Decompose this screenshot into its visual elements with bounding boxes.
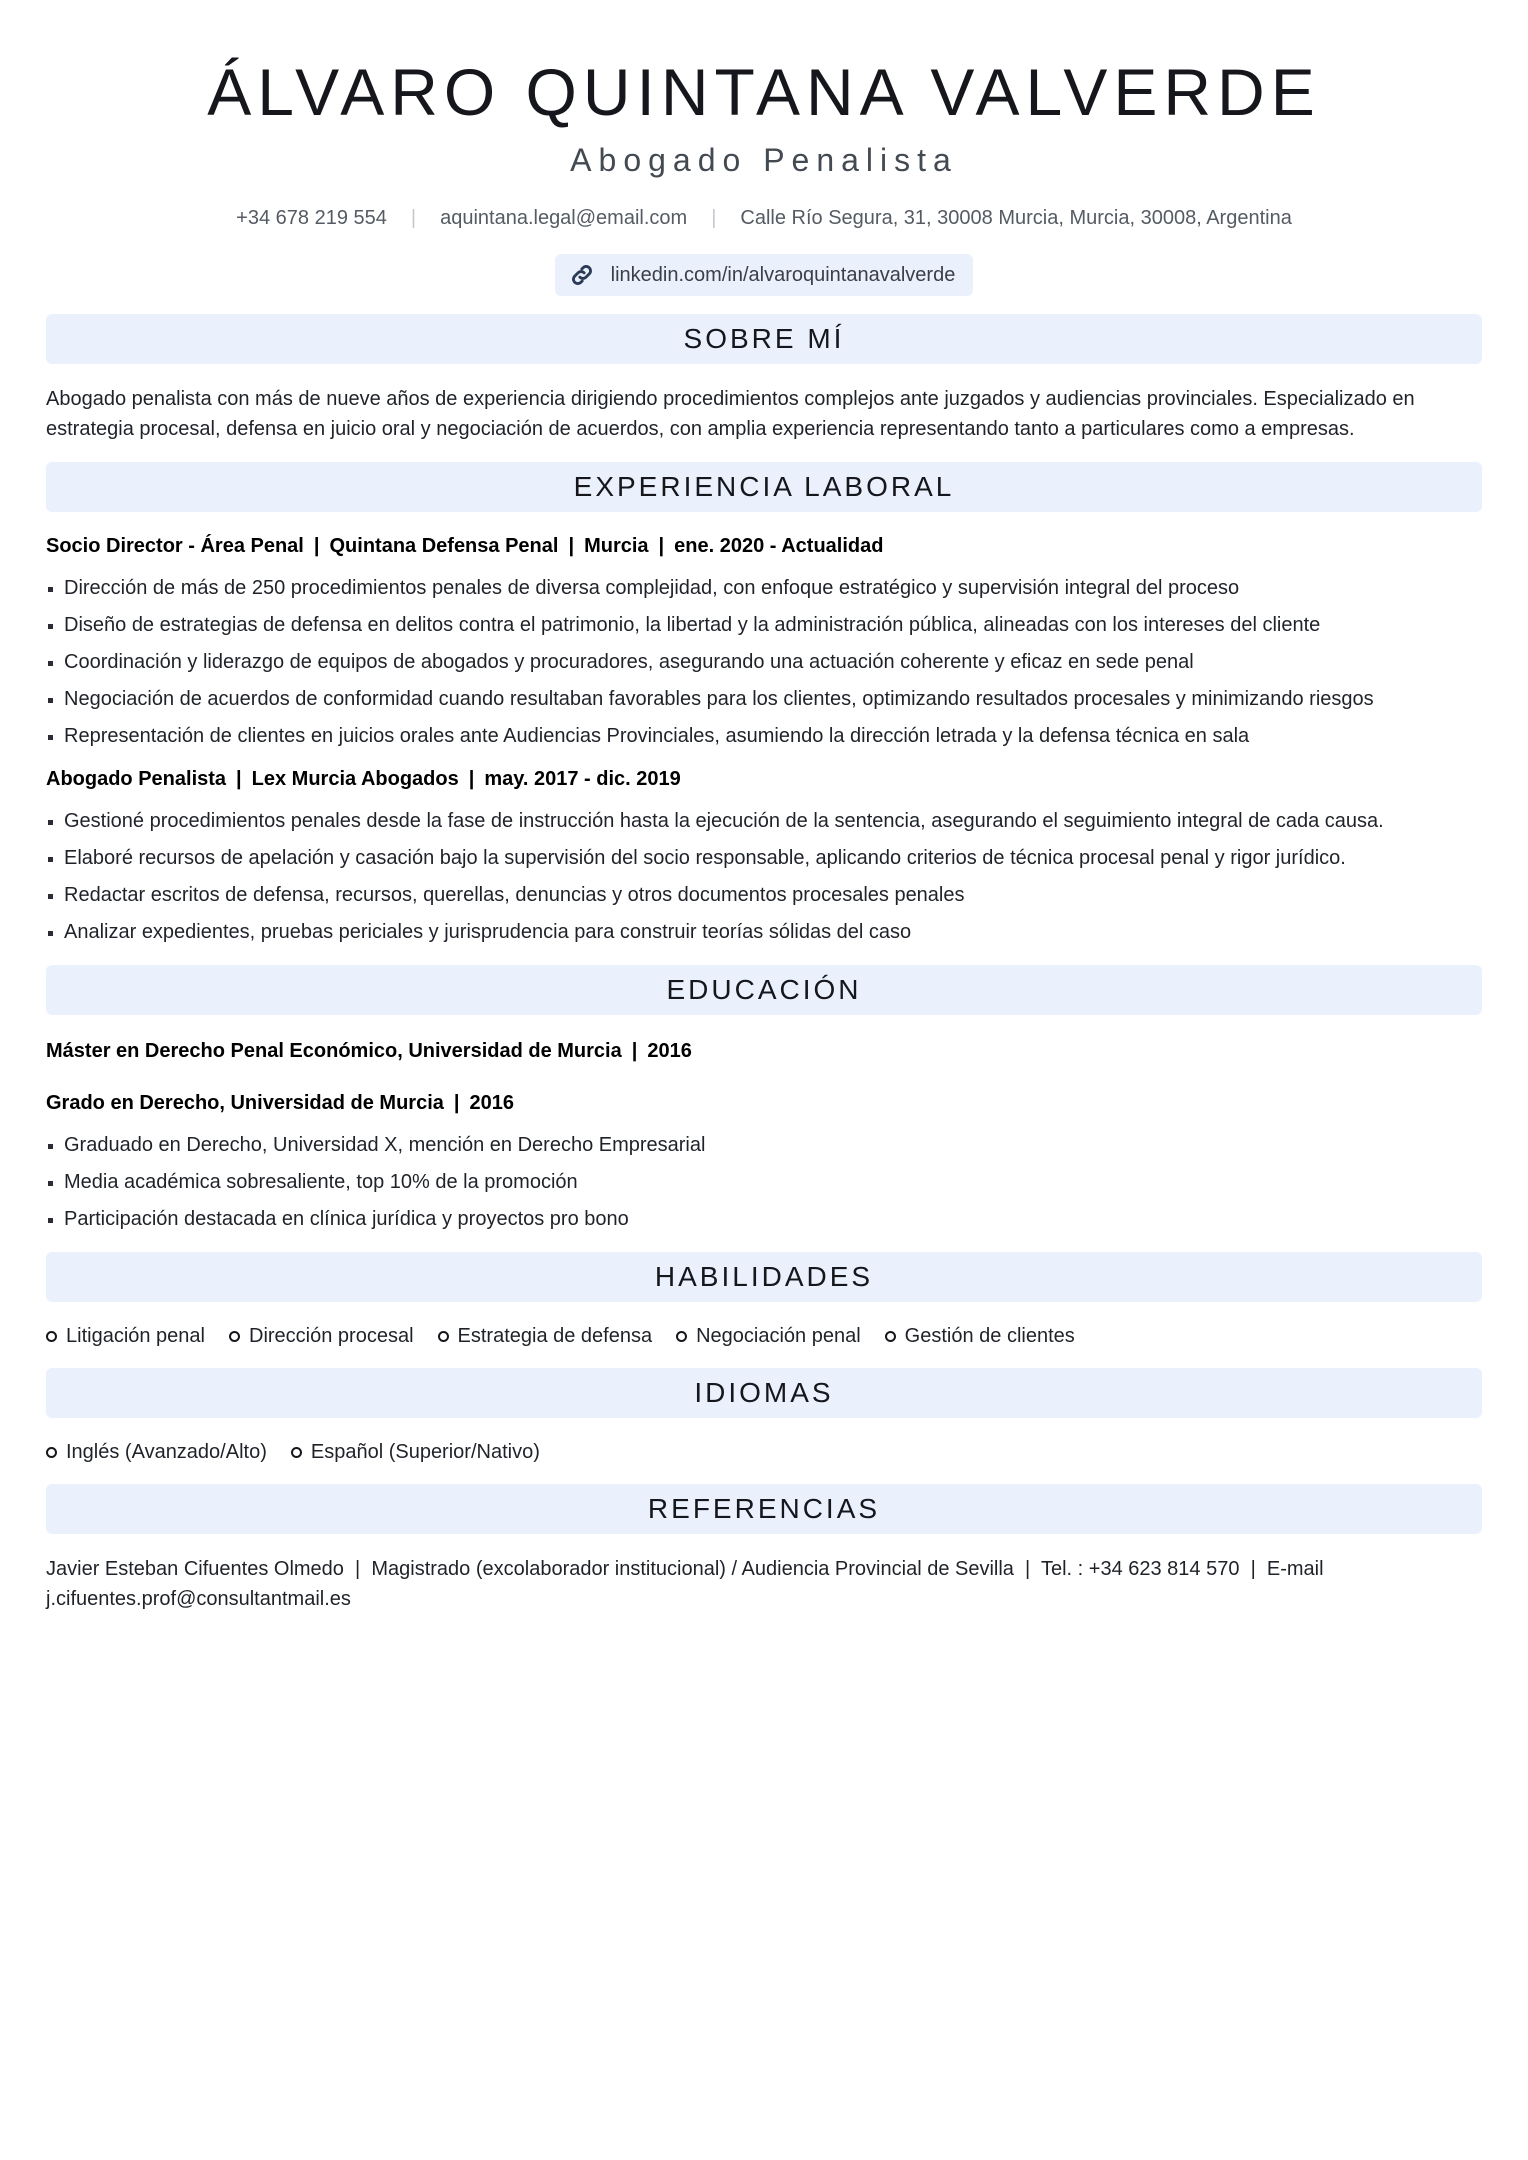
circle-bullet-icon — [46, 1331, 57, 1342]
job-dates: ene. 2020 - Actualidad — [674, 535, 884, 557]
education-bullets — [46, 1131, 1482, 1234]
education-degree: Grado en Derecho, Universidad de Murcia — [46, 1092, 444, 1114]
circle-bullet-icon — [291, 1447, 302, 1458]
education-title-line: Grado en Derecho, Universidad de Murcia | 2016 — [46, 1092, 514, 1114]
education-degree: Máster en Derecho Penal Económico, Universidad de Murcia — [46, 1040, 622, 1062]
circle-bullet-icon — [229, 1331, 240, 1342]
job-position: Abogado Penalista — [46, 768, 227, 790]
list-item: Graduado en Derecho, Universidad X, mención en Derecho Empresarial — [46, 1131, 1482, 1160]
skill-item: Gestión de clientes — [885, 1322, 1075, 1350]
job-position: Socio Director - Área Penal — [46, 535, 304, 557]
job-entry — [46, 765, 1482, 947]
list-item: Diseño de estrategias de defensa en delitos contra el patrimonio, la libertad y la administración pública, alineadas con los intereses del cliente — [46, 611, 1482, 640]
contact-separator: | — [711, 207, 717, 229]
job-entry — [46, 532, 1482, 751]
circle-bullet-icon — [438, 1331, 449, 1342]
candidate-role: Abogado Penalista — [570, 142, 958, 178]
skill-item: Estrategia de defensa — [438, 1322, 653, 1350]
candidate-name: ÁLVARO QUINTANA VALVERDE — [207, 55, 1321, 129]
list-item: Coordinación y liderazgo de equipos de abogados y procuradores, asegurando una actuación coherente y eficaz en sede penal — [46, 648, 1482, 677]
language-item: Inglés (Avanzado/Alto) — [46, 1438, 267, 1466]
section-heading-references: REFERENCIAS — [46, 1484, 1482, 1534]
list-item: Dirección de más de 250 procedimientos penales de diversa complejidad, con enfoque estratégico y supervisión integral del proceso — [46, 574, 1482, 603]
job-location: Murcia — [584, 535, 649, 557]
list-item: Participación destacada en clínica jurídica y proyectos pro bono — [46, 1205, 1482, 1234]
list-item: Redactar escritos de defensa, recursos, querellas, denuncias y otros documentos procesales penales — [46, 881, 1482, 910]
section-heading-skills: HABILIDADES — [46, 1252, 1482, 1302]
list-item: Media académica sobresaliente, top 10% de la promoción — [46, 1168, 1482, 1197]
job-bullets — [46, 574, 1482, 751]
skills-list — [46, 1322, 1482, 1350]
education-title-line: Máster en Derecho Penal Económico, Universidad de Murcia | 2016 — [46, 1040, 692, 1062]
list-item: Representación de clientes en juicios orales ante Audiencias Provinciales, asumiendo la dirección letrada y la defensa técnica en sala — [46, 722, 1482, 751]
section-heading-education: EDUCACIÓN — [46, 965, 1482, 1015]
resume-header — [46, 0, 1482, 296]
list-item: Negociación de acuerdos de conformidad cuando resultaban favorables para los clientes, optimizando resultados procesales y minimizando riesgos — [46, 685, 1482, 714]
list-item: Elaboré recursos de apelación y casación bajo la supervisión del socio responsable, aplicando criterios de técnica procesal penal y rigor jurídico. — [46, 844, 1482, 873]
circle-bullet-icon — [676, 1331, 687, 1342]
about-text: Abogado penalista con más de nueve años de experiencia dirigiendo procedimientos complejos ante juzgados y audiencias provinciales. Especializado en estrategia procesal, defensa en juicio oral y negociación de acuerdos, con amplia experiencia representando tanto a particulares como a empresas. — [46, 388, 1415, 440]
skill-item: Negociación penal — [676, 1322, 861, 1350]
circle-bullet-icon — [46, 1447, 57, 1458]
section-heading-experience: EXPERIENCIA LABORAL — [46, 462, 1482, 512]
email-address: aquintana.legal@email.com — [440, 207, 688, 229]
contact-line — [46, 204, 1482, 232]
job-company: Quintana Defensa Penal — [329, 535, 559, 557]
link-icon — [569, 262, 595, 288]
job-company: Lex Murcia Abogados — [251, 768, 459, 790]
job-dates: may. 2017 - dic. 2019 — [484, 768, 681, 790]
list-item: Gestioné procedimientos penales desde la fase de instrucción hasta la ejecución de la sentencia, asegurando el seguimiento integral de cada causa. — [46, 807, 1482, 836]
job-title-line: Socio Director - Área Penal | Quintana Defensa Penal | Murcia | ene. 2020 - Actualidad — [46, 535, 884, 557]
education-year: 2016 — [647, 1040, 692, 1062]
postal-address: Calle Río Segura, 31, 30008 Murcia, Murcia, 30008, Argentina — [740, 207, 1292, 229]
job-bullets — [46, 807, 1482, 947]
linkedin-url: linkedin.com/in/alvaroquintanavalverde — [610, 263, 956, 286]
education-year: 2016 — [469, 1092, 514, 1114]
references-text: Javier Esteban Cifuentes Olmedo | Magistrado (excolaborador institucional) / Audiencia Provincial de Sevilla | Tel. : +34 623 814 570 | E-mail j.cifuentes.prof@consultantmail.es — [46, 1558, 1330, 1610]
skill-item: Litigación penal — [46, 1322, 205, 1350]
circle-bullet-icon — [885, 1331, 896, 1342]
section-heading-languages: IDIOMAS — [46, 1368, 1482, 1418]
phone-number: +34 678 219 554 — [236, 207, 387, 229]
job-title-line: Abogado Penalista | Lex Murcia Abogados | may. 2017 - dic. 2019 — [46, 768, 681, 790]
language-item: Español (Superior/Nativo) — [291, 1438, 540, 1466]
skill-item: Dirección procesal — [229, 1322, 414, 1350]
list-item: Analizar expedientes, pruebas periciales y jurisprudencia para construir teorías sólidas del caso — [46, 918, 1482, 947]
linkedin-link[interactable] — [555, 254, 974, 296]
section-heading-about: SOBRE MÍ — [46, 314, 1482, 364]
languages-list — [46, 1438, 1482, 1466]
contact-separator: | — [410, 207, 417, 229]
